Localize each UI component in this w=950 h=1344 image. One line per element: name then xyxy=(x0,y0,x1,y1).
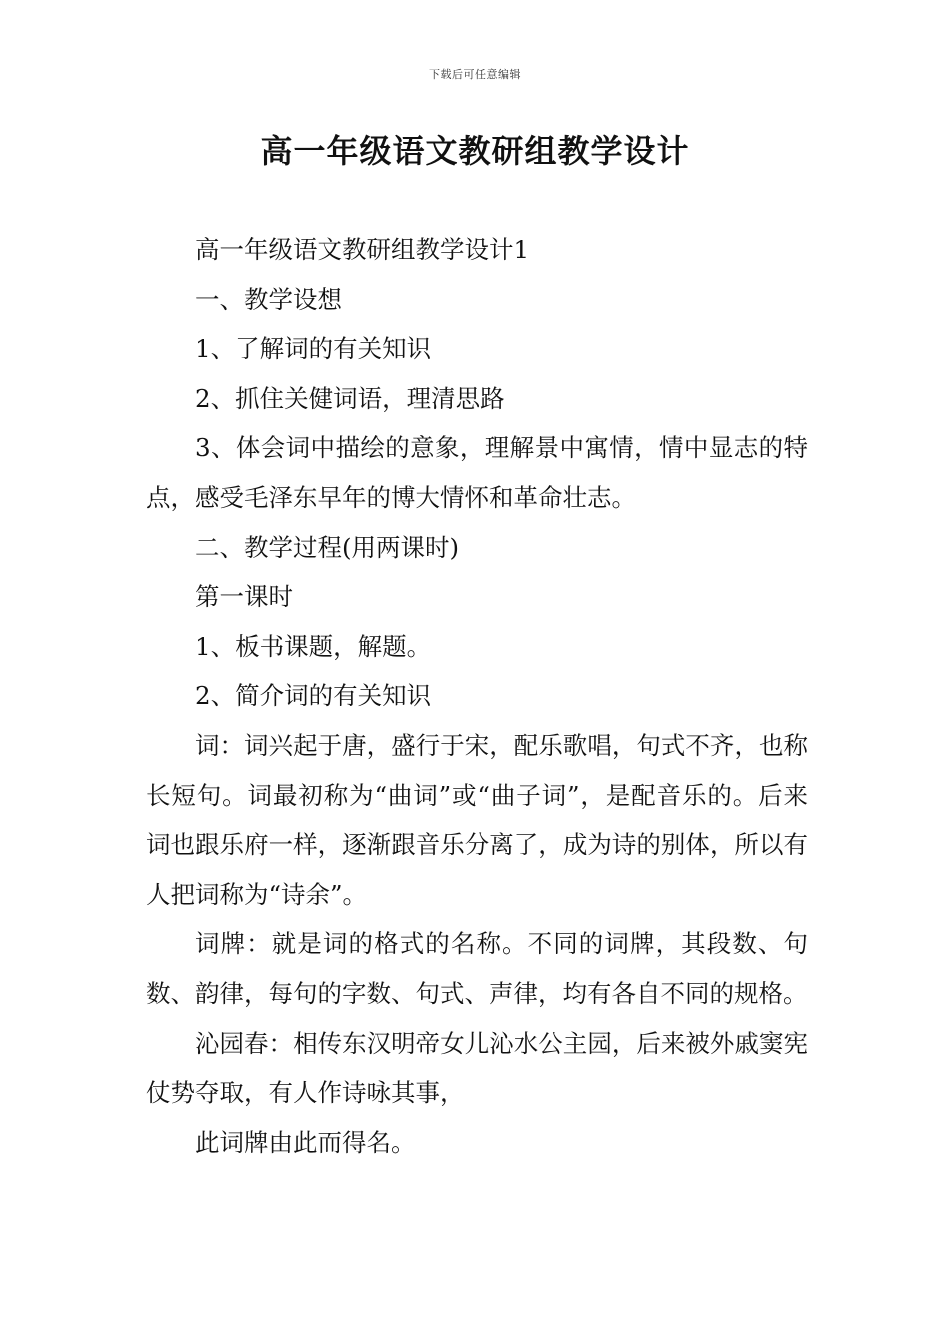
document-body xyxy=(146,225,808,1167)
list-item: 2、简介词的有关知识 xyxy=(195,681,432,711)
list-item: 2、抓住关健词语，理清思路 xyxy=(195,383,505,413)
body-paragraph: 此词牌由此而得名。 xyxy=(195,1127,416,1157)
subtitle-paragraph: 高一年级语文教研组教学设计1 xyxy=(195,235,530,264)
body-paragraph: 词：词兴起于唐，盛行于宋，配乐歌唱，句式不齐，也称长短句。词最初称为“曲词”或“曲子词”，是配音乐的。后来词也跟乐府一样，逐渐跟音乐分离了，成为诗的别体，所以有人把词称为“诗余”。 xyxy=(146,730,808,909)
section-heading-teaching-process: 二、教学过程(用两课时) xyxy=(195,532,460,562)
list-item: 1、了解词的有关知识 xyxy=(195,334,432,364)
body-paragraph: 沁园春：相传东汉明帝女儿沁水公主园，后来被外戚窦宪仗势夺取，有人作诗咏其事， xyxy=(146,1028,808,1108)
list-item: 1、板书课题，解题。 xyxy=(195,631,432,661)
list-item: 3、体会词中描绘的意象，理解景中寓情，情中显志的特点，感受毛泽东早年的博大情怀和革命壮志。 xyxy=(146,433,808,512)
body-paragraph: 词牌：就是词的格式的名称。不同的词牌，其段数、句数、韵律，每句的字数、句式、声律，均有各自不同的规格。 xyxy=(146,929,808,1008)
header-note: 下载后可任意编辑 xyxy=(429,68,521,81)
section-heading-teaching-idea: 一、教学设想 xyxy=(195,284,342,314)
document-title: 高一年级语文教研组教学设计 xyxy=(260,132,690,170)
lesson-heading: 第一课时 xyxy=(195,582,293,612)
